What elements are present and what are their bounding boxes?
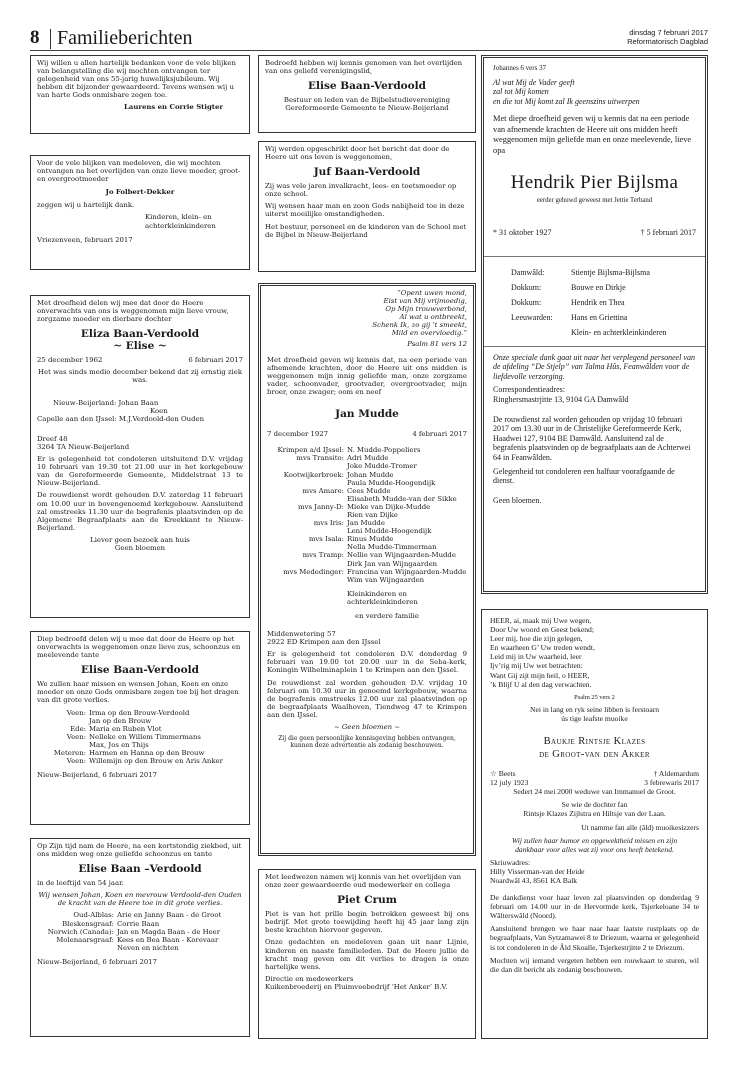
relative-location: mvs Iris:	[313, 519, 344, 528]
relative-location	[267, 462, 347, 470]
correspondence-name: Hilly Visserman-van der Heide	[490, 866, 585, 876]
relative-row	[267, 568, 467, 576]
funeral-info: De rouwdienst wordt gehouden D.V. zaterdag 11 februari om 10.00 uur in bovengenoemd kerkgebouw. Aansluitend zal omstreeks 11.30 uur de begrafenis plaatsvinden op de Algemene Begraafplaats aan de Kreekkant te Nieuw-Beijerland.	[37, 491, 243, 532]
address-line: 2922 ED Krimpen aan den IJssel	[267, 638, 381, 647]
deceased-name: Piet Crum	[337, 894, 397, 907]
ad-text: Wij willen u allen hartelijk bedanken voor de vele blijken van belangstelling die wij mochten ontvangen ter gelegenheid van ons 55-jarig huwelijksjubileum. Wij hebben dit bijzonder gewaardeerd. Tevens wensen wij u van harte Gods onmisbare zegen toe.	[37, 59, 236, 100]
life-places	[490, 769, 699, 778]
relative-location: mvs Mededinger:	[283, 567, 344, 576]
relative-name: Bouwe en Dirkje	[571, 282, 626, 292]
relative-name: Jan en Magda Baan - de Heer	[117, 927, 221, 936]
deceased-name: Elise Baan –Verdoold	[78, 863, 202, 876]
relative-location: Veen:	[66, 757, 86, 766]
relative-line: Capelle aan den IJssel: M.J.Verdoold-den Ouden	[37, 414, 205, 423]
funeral-info: De rouwdienst zal worden gehouden D.V. vrijdag 10 februari om 10.30 uur in genoemd kerkgebouw, waarna de begrafenis omstreeks 12.00 uur zal plaatsvinden op de begraafplaats Waalhoven, Tiendweg 47 te Krimpen aan den IJssel.	[267, 678, 467, 719]
relative-name: Maria en Ruben Vlot	[89, 724, 162, 733]
ad-text: Rintsje Klazes Zijlstra en Hiltsje van der Laan.	[523, 809, 666, 819]
deceased-name: de Groot-van den Akker	[539, 749, 650, 761]
relatives-list	[37, 709, 243, 766]
ad-bible-study	[258, 55, 476, 133]
death-place: † Aldemardum	[653, 769, 699, 779]
ad-quote: Wij zullen haar humor en opgewektheid missen en zijn	[511, 835, 678, 845]
ad-intro: Met leedwezen namen wij kennis van het overlijden van onze zeer gewaardeerde oud medewerker en collega	[265, 873, 462, 890]
section-title: Familieberichten	[57, 27, 193, 49]
hymn-line: Leid mij in Uw waarheid, leer	[490, 652, 582, 662]
quote-reference: Psalm 81 vers 12	[407, 339, 467, 348]
relative-name: Mieke van Dijke-Mudde	[347, 502, 431, 511]
relative-location	[37, 741, 89, 749]
relative-location	[267, 511, 347, 519]
ad-signature: Ut namme fan alle (âld) muoikesizzers	[581, 822, 699, 832]
relative-name: Dirk Jan van Wijngaarden	[347, 559, 438, 568]
relative-location	[267, 560, 347, 568]
condolence-info: Er is gelegenheid tot condoleren uitsluitend D.V. vrijdag 10 februari van 19.30 tot 21.00 uur in het kerkgebouw van de Gereformeerde Gemeente, Middelstraat 13 te Nieuw-Beijerland.	[37, 455, 243, 488]
verse-reference: Johannes 6 vers 37	[493, 64, 547, 72]
relative-name: Johan Mudde	[347, 470, 394, 479]
relative-name: Cees Mudde	[347, 486, 391, 495]
life-dates	[267, 430, 467, 438]
ad-jan-mudde	[258, 283, 476, 856]
deceased-name: Elise Baan-Verdoold	[80, 664, 199, 677]
page-number: 8	[30, 27, 40, 48]
hymn-line: En waarheen G’ Uw treden wendt,	[490, 643, 595, 653]
ad-footnote: Zij die geen persoonlijke kennisgeving hebben ontvangen, kunnen deze advertentie als zodanig beschouwen.	[278, 735, 456, 750]
family-line: en verdere familie	[355, 612, 419, 620]
correspondence-address: Ringhersmastrjitte 13, 9104 GA Damwâld	[493, 394, 629, 404]
relative-row	[37, 749, 243, 757]
relative-row	[267, 503, 467, 511]
relative-name: Irma op den Brouw-Verdoold	[89, 708, 190, 717]
header-date-block	[627, 28, 708, 46]
hymn-reference: Psalm 25 vers 2	[574, 693, 615, 701]
relative-name: Leni Mudde-Hoogendijk	[347, 527, 432, 536]
hymn-line: Leer mij, hoe die zijn gelegen,	[490, 634, 583, 644]
ad-place: Nieuw-Beijerland, 6 februari 2017	[37, 771, 158, 780]
relative-row	[37, 717, 243, 725]
relative-name: Nellie van Wijngaarden-Mudde	[347, 551, 456, 560]
relative-location: mvs Tramp:	[302, 551, 344, 560]
relative-location: Krimpen a/d IJssel:	[277, 446, 344, 455]
relative-name: Paula Mudde-Hoogendijk	[347, 478, 436, 487]
relative-name: Adri Mudde	[347, 454, 389, 463]
funeral-info: De dankdienst voor haar leven zal plaatsvinden op donderdag 9 februari om 14.00 uur in de Hervormde kerk, Tsjerkeloane 34 te Wâlterswâld (Noord).	[490, 893, 699, 921]
burial-info: Aansluitend brengen we haar naar haar laatste rustplaats op de begraafplaats, Van Sytzamawei 8 te Driezum, waarna er gelegenheid is tot condoleren in de Âld Skoalle, Tsjerkestrjitte 2 te Driezum.	[490, 924, 699, 952]
relative-location: Oud-Alblas:	[73, 911, 114, 920]
relative-location: Dokkum:	[511, 282, 542, 292]
relative-row	[267, 462, 467, 470]
relative-location: Leeuwarden:	[511, 312, 553, 322]
ad-text: Piet is van het prille begin betrokken geweest bij ons bedrijf. Met grote toewijding heeft hij 45 jaar lang zijn beste krachten hiervoor gegeven.	[265, 910, 469, 935]
deceased-nickname: ~ Elise ~	[113, 340, 167, 353]
relative-row	[267, 454, 467, 462]
relative-row	[267, 479, 467, 487]
relative-row	[511, 265, 696, 280]
quote-line: Mild en overvloedig.”	[391, 329, 467, 338]
relative-row	[37, 709, 243, 717]
ad-eliza-family	[30, 295, 250, 618]
ad-intro: Nei in lang en ryk seine libben is ferstoarn	[529, 704, 660, 714]
relative-location	[267, 495, 347, 503]
relative-name: Rinus Mudde	[347, 535, 394, 544]
condolence-info: Er is gelegenheid tot condoleren D.V. donderdag 9 februari van 19.00 tot 20.00 uur in de Seba-kerk, Koningin Wilhelminaplein 1 te Krimpen aan den IJssel.	[267, 650, 467, 675]
death-date: † 5 februari 2017	[640, 227, 696, 237]
relative-name: N. Mudde-Poppeliers	[347, 446, 421, 455]
ad-wish: Wij wensen Johan, Koen en mevrouw Verdoold-den Ouden de kracht van de Heere toe in dit grote verlies.	[38, 891, 242, 908]
relative-location: Veen:	[66, 732, 86, 741]
quote-line: Schenk Ik, zo gij ’t smeekt,	[372, 321, 467, 330]
birth-place: ☆ Beets	[490, 769, 516, 779]
relative-row	[267, 543, 467, 551]
ad-note: Liever geen bezoek aan huis	[90, 535, 190, 544]
verse-line: en die tot Mij komt zal Ik geenszins uitwerpen	[493, 96, 640, 106]
header-divider	[50, 29, 51, 49]
ad-text: Wij wensen haar man en zoon Gods nabijheid toe in deze uiterst moeilijke omstandigheden.	[265, 202, 465, 219]
relative-name: Rien van Dijke	[347, 510, 398, 519]
life-dates	[493, 228, 696, 238]
funeral-info: De rouwdienst zal worden gehouden op vrijdag 10 februari 2017 om 13.30 uur in de Christelijke Gereformeerde Kerk, Haadwei 127, 9104 BE Damwâld. Aansluitend zal de begrafenis plaatsvinden op de begraafplaats aan de Achterwei 64 in Feanwâlden.	[493, 414, 691, 462]
ad-signature: Het bestuur, personeel en de kinderen van de School met de Bijbel in Nieuw-Beijerland	[265, 222, 467, 239]
relative-location: mvs Isala:	[308, 535, 344, 544]
header-rule	[30, 50, 708, 51]
ad-signature: Directie en medewerkers	[265, 974, 354, 983]
ad-text: Voor de vele blijken van medeleven, die wij mochten ontvangen na het overlijden van onze lieve moeder, groot- en overgrootmoeder	[37, 159, 241, 184]
relative-row	[37, 911, 243, 919]
ad-elise-in-laws	[30, 838, 250, 1037]
ad-signature: Bestuur en leden van de Bijbelstudievereniging Gereformeerde Gemeente te Nieuw-Beijerland	[283, 96, 451, 113]
relative-row	[37, 725, 243, 733]
relative-name: Jan op den Brouw	[89, 716, 152, 725]
relative-name: Hendrik en Thea	[571, 297, 625, 307]
hymn-line: HEER, ai, maak mij Uwe wegen,	[490, 616, 592, 625]
ad-intro: Met droefheid delen wij mee dat door de Heere onverwachts van ons is weggenomen mijn lieve vrouw, zorgzame moeder en dierbare dochter	[37, 299, 229, 324]
family-line: Kinderen, klein- en	[145, 213, 212, 222]
relative-name: Hans en Griettina	[571, 312, 628, 322]
relative-line: Nieuw-Beijerland: Johan Baan	[53, 398, 159, 407]
ad-intro: Bedroefd hebben wij kennis genomen van het overlijden van ons geliefd verenigingslid,	[265, 59, 463, 76]
relative-location: Kootwijkerbroek:	[283, 470, 344, 479]
relative-location: mvs Amare:	[302, 486, 344, 495]
birth-date: 7 december 1927	[267, 430, 329, 439]
hymn-line: Ijv’rig mij Uw wet betrachten:	[490, 661, 583, 671]
relative-name: Jan Mudde	[347, 519, 385, 528]
ad-quote: dankbaar voor alles wat zij voor ons heeft betekend.	[515, 844, 674, 854]
relative-location	[267, 527, 347, 535]
newspaper-name: Reformatorisch Dagblad	[627, 37, 708, 46]
relative-name: Nella Mudde-Timmerman	[347, 543, 437, 552]
quote-line: Op Mijn trouwverbond,	[385, 305, 467, 314]
relative-row	[267, 471, 467, 479]
relative-location: Ede:	[70, 724, 86, 733]
ad-text: Sedert 24 mei 2000 weduwe van Immanuel de Groot.	[513, 787, 676, 797]
relative-row	[37, 920, 243, 928]
relative-location	[267, 479, 347, 487]
ad-signature: Kuikenbroederij en Pluimveebedrijf ‘Het Anker’ B.V.	[265, 982, 448, 991]
relative-location	[511, 325, 571, 340]
birth-date: 25 december 1962	[37, 356, 103, 365]
ad-place: Vriezenveen, februari 2017	[37, 235, 133, 244]
deceased-name: Eliza Baan-Verdoold	[80, 328, 200, 341]
quote-line: Eist van Mij vrijmoedig,	[383, 297, 467, 306]
deceased-name: Jan Mudde	[335, 408, 399, 421]
family-line: achterkleinkinderen	[145, 221, 216, 230]
relative-row	[267, 519, 467, 527]
relative-row	[267, 576, 467, 584]
ad-intro: Met diepe droefheid geven wij u kennis dat na een periode van afnemende krachten de Heere uit ons midden heeft weggenomen mijn geliefde man en onze meelevende, lieve opa	[493, 114, 692, 155]
ad-note: Mochten wij iemand vergeten hebben een rouwkaart te sturen, wil die dan dit bericht als zodanig beschouwen.	[490, 955, 699, 974]
address-line: 3264 TA Nieuw-Beijerland	[37, 442, 130, 451]
ad-signature: Laurens en Corrie Stigter	[124, 103, 223, 112]
relative-line: Koen	[150, 406, 168, 415]
relative-name: Klein- en achterkleinkinderen	[571, 327, 667, 337]
relative-name: Willemijn op den Brouw en Aris Anker	[89, 757, 223, 766]
life-dates	[37, 356, 243, 364]
ad-elise-siblings	[30, 631, 250, 825]
death-date: 3 febrewaris 2017	[644, 778, 699, 788]
deceased-name: Baukje Rintsje Klazes	[543, 736, 646, 748]
death-date: 6 februari 2017	[188, 356, 243, 365]
relative-row	[267, 487, 467, 495]
family-line: Kleinkinderen en	[347, 589, 407, 598]
hymn-line: ’k Blijf U al den dag verwachten.	[490, 679, 592, 689]
ad-intro: Wij werden opgeschrikt door het bericht dat door de Heere uit ons leven is weggenomen,	[265, 145, 450, 162]
correspondence-label: Correspondentieadres:	[493, 385, 565, 395]
relative-name: Corrie Baan	[117, 919, 160, 928]
relative-name: Neven en nichten	[117, 943, 179, 952]
relative-location: Norwich (Canada):	[47, 927, 114, 936]
quote-line: “Opent uwen mond,	[397, 289, 467, 297]
hymn-line: Door Uw woord en Geest bekend;	[490, 625, 594, 635]
ad-text: zeggen wij u hartelijk dank.	[37, 201, 135, 210]
deceased-name: Juf Baan-Verdoold	[313, 166, 421, 179]
relative-location: Veen:	[66, 708, 86, 717]
relative-row	[267, 527, 467, 535]
deceased-name: Jo Folbert-Dekker	[105, 188, 175, 197]
correspondence-address: Noardwâl 43, 8561 KA Balk	[490, 875, 578, 885]
relatives-list	[37, 911, 243, 951]
relative-location: Meteren:	[53, 749, 86, 758]
relative-location	[267, 576, 347, 584]
ad-de-groot	[481, 609, 708, 1039]
ad-text: Het was sinds medio december bekend dat zij ernstig ziek was.	[37, 368, 243, 385]
relatives-list	[267, 446, 467, 584]
relative-name: Stientje Bijlsma-Bijlsma	[571, 267, 650, 277]
relative-name: Harmen en Hanna op den Brouw	[89, 749, 205, 758]
relative-location: Molenaarsgraaf:	[56, 935, 114, 944]
relative-location: mvs Transito:	[296, 454, 344, 463]
ad-school	[258, 141, 476, 272]
ad-intro: ús tige leafste muoike	[561, 713, 628, 723]
relative-row	[37, 733, 243, 741]
relative-row	[37, 757, 243, 765]
ad-note: ~ Geen bloemen ~	[333, 723, 401, 732]
address-line: Dreef 48	[37, 434, 68, 443]
ad-text: Se wie de dochter fan	[561, 800, 628, 810]
ad-place: Nieuw-Beijerland, 6 februari 2017	[37, 957, 158, 966]
relative-row	[267, 535, 467, 543]
relative-row	[511, 325, 696, 340]
ad-intro: Diep bedroefd delen wij u mee dat door de Heere op het onverwachts is weggenomen onze lieve zus, schoonzus en meelevende tante	[37, 635, 241, 660]
quote-line: Al wat u ontbreekt,	[399, 313, 467, 322]
ad-intro: Met droefheid geven wij kennis dat, na een periode van afnemende krachten, door de Heere uit ons midden is weggenomen mijn innig geliefde man, onze zorgzame vader, schoonvader, grootvader, overgrootvader, mijn broer, onze zwager; oom en neef	[267, 355, 467, 397]
ad-bijlsma	[481, 55, 708, 594]
relative-row	[511, 280, 696, 295]
ad-text: in de leeftijd van 54 jaar.	[37, 879, 124, 888]
deceased-name: Hendrik Pier Bijlsma	[510, 172, 679, 194]
relative-row	[37, 741, 243, 749]
relative-name: Wim van Wijngaarden	[347, 575, 425, 584]
relative-location	[37, 717, 89, 725]
birth-date: 12 july 1923	[490, 778, 529, 788]
relative-location	[37, 944, 117, 952]
correspondence-label: Skriuwadres:	[490, 857, 531, 867]
death-date: 4 februari 2017	[412, 430, 467, 439]
relative-row	[267, 511, 467, 519]
birth-date: * 31 oktober 1927	[493, 227, 552, 237]
deceased-name: Elise Baan-Verdoold	[307, 80, 426, 93]
ad-folbert-thanks	[30, 155, 250, 270]
relative-row	[267, 495, 467, 503]
verse-line: Al wat Mij de Vader geeft	[493, 77, 575, 87]
ad-stigter-thanks	[30, 55, 250, 134]
relatives-list	[493, 265, 696, 340]
ad-text: Onze gedachten en medeleven gaan uit naar Lijnie, kinderen en naaste familieleden. Dat de Heere jullie de kracht mag geven om dit verlies te dragen is onze hartelijke wens.	[265, 938, 469, 971]
deceased-subtitle: eerder gehuwd geweest met Jettie Terband	[536, 197, 653, 205]
relative-name: Kees en Bea Baan - Korevaar	[117, 935, 219, 944]
life-dates	[490, 778, 699, 787]
ad-intro: Op Zijn tijd nam de Heere, na een kortstondig ziekbed, uit ons midden weg onze geliefde schoonzus en tante	[37, 842, 242, 859]
relative-row	[267, 446, 467, 454]
issue-date: dinsdag 7 februari 2017	[629, 28, 708, 37]
relative-row	[37, 936, 243, 944]
relative-location: Dokkum:	[511, 297, 542, 307]
relative-row	[37, 928, 243, 936]
ad-note: Geen bloemen	[114, 543, 166, 552]
relative-name: Max, Jos en Thijs	[89, 740, 149, 749]
relative-row	[511, 310, 696, 325]
ad-text: We zullen haar missen en wensen Johan, Koen en onze moeder en onze Gods onmisbare zegen toe bij het dragen van dit grote verlies.	[37, 680, 239, 705]
ad-text: Zij was vele jaren invalkracht, lees- en toetsmoeder op onze school.	[265, 182, 457, 199]
family-line: achterkleinkinderen	[347, 597, 418, 606]
relative-location: mvs Janny-D:	[298, 502, 344, 511]
relative-location: Bleskensgraaf:	[62, 919, 114, 928]
condolence-info: Gelegenheid tot condoleren een halfuur voorafgaande de dienst.	[493, 466, 675, 486]
relative-row	[37, 944, 243, 952]
relative-name: Francina van Wijngaarden-Mudde	[347, 567, 467, 576]
relative-name: Arie en Janny Baan - de Groot	[117, 911, 222, 920]
verse-line: zal tot Mij komen	[493, 87, 549, 97]
ad-note: Geen bloemen.	[493, 495, 542, 505]
relative-name: Joke Mudde-Tromer	[347, 462, 417, 471]
relative-row	[267, 560, 467, 568]
relative-location: Damwâld:	[511, 267, 545, 277]
relative-name: Nelleke en Willem Timmermans	[89, 732, 201, 741]
thanks-note: Onze speciale dank gaat uit naar het verplegend personeel van de afdeling “De Stjelp” van Talma Hûs, Feanwâlden voor de liefdevolle verzorging.	[493, 352, 695, 381]
relative-row	[267, 551, 467, 559]
relative-row	[511, 295, 696, 310]
hymn-line: Want Gij zijt mijn heil, o HEER,	[490, 670, 590, 680]
address-line: Middenwetering 57	[267, 630, 336, 639]
ad-piet-crum	[258, 869, 476, 1039]
relative-location	[267, 543, 347, 551]
relative-name: Elisabeth Mudde-van der Sikke	[347, 494, 457, 503]
